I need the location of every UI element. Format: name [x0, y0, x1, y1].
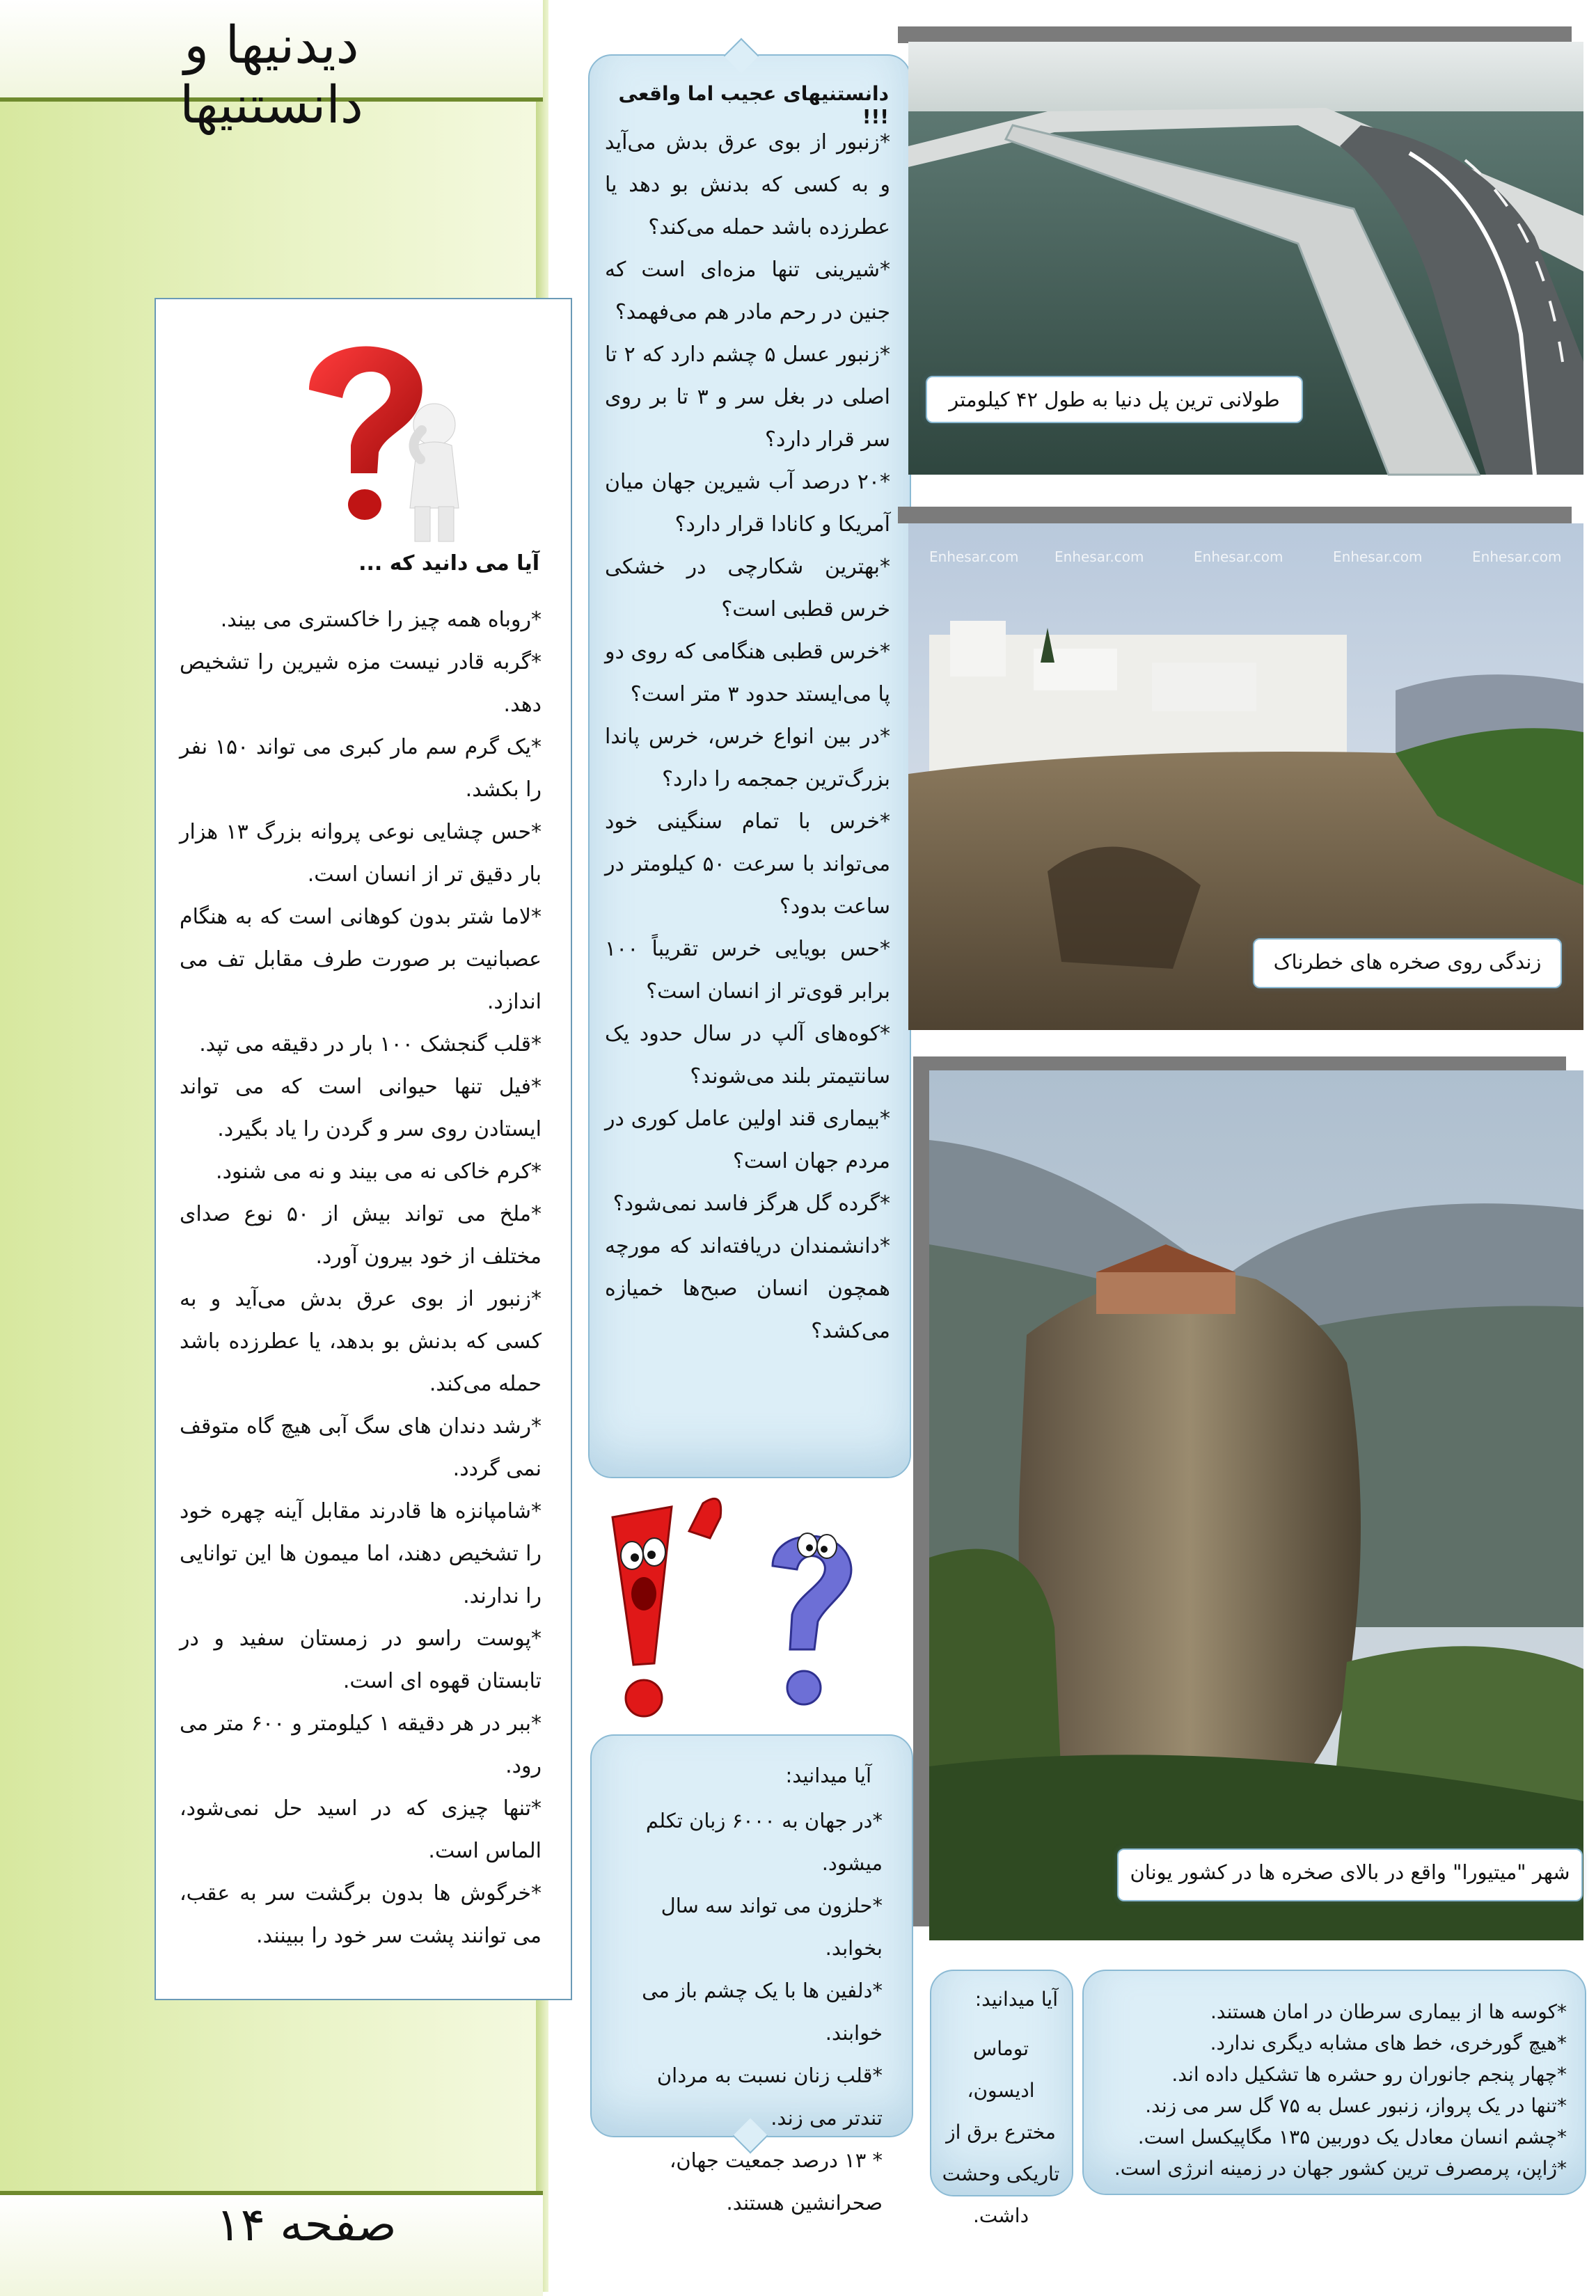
- list-item: *کوه‌های آلپ در سال حدود یک سانتیمتر بلند می‌شوند؟: [605, 1022, 890, 1088]
- list-item: *ژاپن، پرمصرف ترین کشور جهان در زمینه انرژی است.: [1114, 2157, 1567, 2180]
- list-item: *رشد دندان های سگ آبی هیچ گاه متوقف نمی گردد.: [180, 1414, 542, 1481]
- strange-facts-heading: دانستنیهای عجیب اما واقعی !!!: [618, 82, 889, 128]
- edison-fact-heading: آیا میدانید:: [974, 1988, 1058, 2011]
- strange-facts-list: [605, 121, 890, 1352]
- cliff-caption: زندگی روی صخره های خطرناک: [1253, 938, 1562, 988]
- meteora-caption: شهر "میتیورا" واقع در بالای صخره ها در کشور یونان: [1117, 1848, 1583, 1901]
- list-item: *ملخ می تواند بیش از ۵۰ نوع صدای مختلف از خود بیرون آورد.: [180, 1202, 542, 1269]
- list-item: *زنبور عسل ۵ چشم دارد که ۲ تا اصلی در بغل سر و ۳ تا بر روی سر قرار دارد؟: [605, 342, 890, 452]
- did-you-know-list: [180, 599, 542, 1957]
- bridge-caption: طولانی ترین پل دنیا به طول ۴۲ کیلومتر: [926, 376, 1303, 423]
- list-item: *در جهان به ۶۰۰۰ زبان تکلم میشود.: [645, 1809, 883, 1875]
- photo-frame-shadow: [898, 507, 1572, 523]
- list-item: *چشم انسان معادل یک دوربین ۱۳۵ مگاپیکسل است.: [1137, 2125, 1567, 2148]
- list-item: *دانشمندان دریافته‌اند که مورچه همچون انسان صبح‌ها خمیازه می‌کشد؟: [605, 1234, 890, 1343]
- list-item: *گرده گل هرگز فاسد نمی‌شود؟: [613, 1191, 890, 1216]
- list-item: *ببر در هر دقیقه ۱ کیلومتر و ۶۰۰ متر می رود.: [180, 1711, 542, 1778]
- list-item: *هیچ گورخری، خط های مشابه دیگری ندارد.: [1210, 2032, 1567, 2054]
- watermark: Enhesar.com: [1472, 548, 1562, 565]
- misc-facts-list: [1093, 1996, 1567, 2184]
- list-item: *حس چشایی نوعی پروانه بزرگ ۱۳ هزار بار دقیق تر از انسان است.: [180, 820, 542, 887]
- list-item: *قلب زنان نسبت به مردان تندتر می زند.: [656, 2064, 883, 2130]
- list-item: *حلزون می تواند سه سال بخوابد.: [661, 1894, 883, 1960]
- edison-fact-text: توماس ادیسون، مخترع برق از تاریکی وحشت داشت.: [942, 2037, 1060, 2227]
- edison-fact-panel: [930, 1970, 1073, 2227]
- list-item: *شیرینی تنها مزه‌ای است که جنین در رحم مادر هم می‌فهمد؟: [605, 258, 890, 324]
- exclamation-question-cartoon-icon: [606, 1489, 884, 1733]
- meteora-photo: [929, 1070, 1583, 1940]
- list-item: *خرس قطبی هنگامی که روی دو پا می‌ایستد حدود ۳ متر است؟: [605, 640, 890, 706]
- watermark: Enhesar.com: [1054, 548, 1144, 565]
- list-item: *قلب گنجشک ۱۰۰ بار در دقیقه می تپد.: [199, 1032, 542, 1056]
- list-item: *بیماری قند اولین عامل کوری در مردم جهان است؟: [605, 1107, 890, 1173]
- list-item: *خرگوش ها بدون برگشت سر به عقب، می توانند پشت سر خود را ببینند.: [180, 1881, 542, 1948]
- list-item: *کرم خاکی نه می بیند و نه می شنود.: [216, 1159, 542, 1184]
- panel-notch: [724, 38, 759, 74]
- watermark: Enhesar.com: [1333, 548, 1423, 565]
- question-mark-figure-illustration: [260, 341, 490, 543]
- page-title: دیدنیها و دانستنیها: [180, 15, 363, 135]
- list-item: *کوسه ها از بیماری سرطان در امان هستند.: [1210, 2000, 1567, 2023]
- did-you-know-heading: آیا می دانید که ...: [358, 551, 539, 576]
- list-item: *خرس با تمام سنگینی خود می‌تواند با سرعت ۵۰ کیلومتر در ساعت بدود؟: [605, 809, 891, 919]
- list-item: *زنبور از بوی عرق بدش می‌آید و به کسی که بدنش بو بدهد، یا عطرزده باشد حمله می‌کند.: [180, 1287, 542, 1396]
- list-item: *یک گرم سم مار کبری می تواند ۱۵۰ نفر را بکشد.: [180, 735, 542, 802]
- photo-frame-shadow: [913, 1056, 1566, 1072]
- did-you-know-panel: [155, 298, 572, 2000]
- list-item: *لاما شتر بدون کوهانی است که به هنگام عصبانیت بر صورت طرف مقابل تف می اندازد.: [180, 905, 542, 1014]
- list-item: *دلفین ها با یک چشم باز می خوابند.: [642, 1979, 883, 2045]
- list-item: *چهار پنجم جانوران رو حشره ها تشکیل داده اند.: [1171, 2063, 1567, 2086]
- list-item: *زنبور از بوی عرق بدش می‌آید و به کسی که بدنش بو دهد یا عطرزده باشد حمله می‌کند؟: [605, 130, 890, 239]
- list-item: *تنها چیزی که در اسید حل نمی‌شود، الماس است.: [180, 1796, 542, 1863]
- did-you-know-bottom-list: [618, 1800, 883, 2224]
- list-item: *روباه همه چیز را خاکستری می بیند.: [220, 608, 542, 632]
- list-item: *بهترین شکارچی در خشکی خرس قطبی است؟: [605, 555, 890, 621]
- list-item: *تنها در یک پرواز، زنبور عسل به ۷۵ گل سر می زند.: [1145, 2094, 1567, 2117]
- did-you-know-bottom-panel: [590, 1734, 913, 2215]
- watermark: Enhesar.com: [929, 548, 1019, 565]
- list-item: *حس بویایی خرس تقریباً ۱۰۰ برابر قوی‌تر از انسان است؟: [605, 937, 890, 1004]
- list-item: * ۱۳ درصد جمعیت جهان، صحرانشین هستند.: [670, 2148, 883, 2215]
- did-you-know-bottom-heading: آیا میدانید:: [785, 1764, 871, 1787]
- watermark: Enhesar.com: [1194, 548, 1283, 565]
- list-item: *فیل تنها حیوانی است که می تواند ایستادن روی سر و گردن را یاد بگیرد.: [180, 1075, 542, 1141]
- list-item: *شامپانزه ها قادرند مقابل آینه چهره خود را تشخیص دهند، اما میمون ها این توانایی را ندارند.: [180, 1499, 542, 1608]
- photo-frame-shadow: [913, 1056, 930, 1926]
- list-item: *پوست راسو در زمستان سفید و در تابستان قهوه ای است.: [180, 1626, 542, 1693]
- list-item: *در بین انواع خرس، خرس پاندا بزرگ‌ترین جمجمه را دارد؟: [605, 725, 890, 791]
- page-number: صفحه ۱۴: [216, 2198, 397, 2251]
- photo-frame-shadow: [898, 26, 1572, 43]
- strange-facts-panel: [588, 54, 911, 1478]
- misc-facts-panel: [1082, 1970, 1586, 2195]
- list-item: *۲۰ درصد آب شیرین جهان میان آمریکا و کانادا قرار دارد؟: [605, 470, 890, 537]
- list-item: *گربه قادر نیست مزه شیرین را تشخیص دهد.: [180, 650, 542, 717]
